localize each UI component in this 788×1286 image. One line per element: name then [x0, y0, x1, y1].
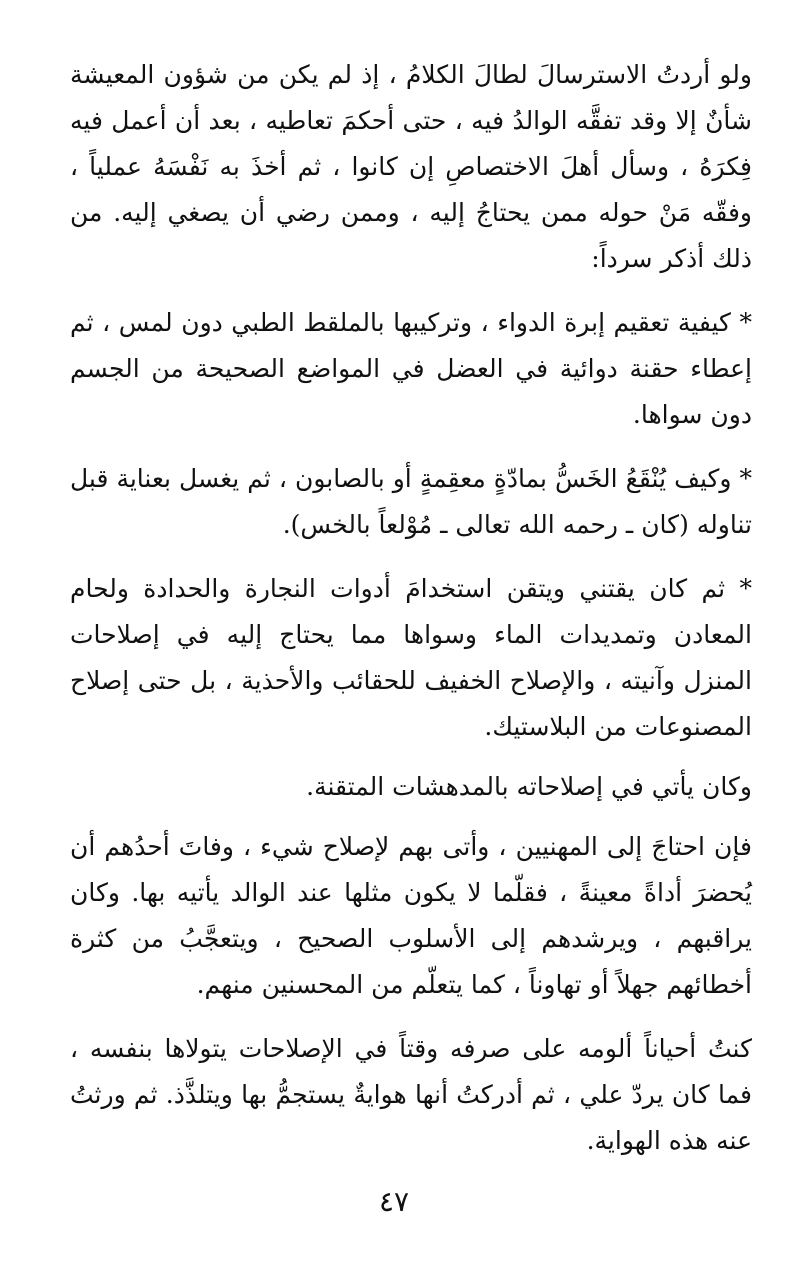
page-body: [70, 52, 752, 1164]
paragraph-tools: * ثم كان يقتني ويتقن استخدامَ أدوات النجارة والحدادة ولحام المعادن وتمديدات الماء وسواها مما يحتاج إليه في إصلاحات المنزل وآنيته ، والإصلاح الخفيف للحقائب والأحذية ، بل حتى إصلاح المصنوعات من البلاستيك.: [70, 574, 752, 741]
paragraph-repairs: وكان يأتي في إصلاحاته بالمدهشات المتقنة.: [306, 772, 752, 801]
paragraph-lettuce: * وكيف يُنْقَعُ الخَسُّ بمادّةٍ معقِمةٍ أو بالصابون ، ثم يغسل بعناية قبل تناوله (كان ـ رحمه الله تعالى ـ مُوْلعاً بالخس).: [70, 464, 752, 539]
paragraph-hobby: كنتُ أحياناً ألومه على صرفه وقتاً في الإصلاحات يتولاها بنفسه ، فما كان يردّ علي ، ثم أدركتُ أنها هوايةٌ يستجمُّ بها ويتلذَّذ. ثم ورثتُ عنه هذه الهواية.: [70, 1034, 752, 1155]
paragraph-injection: * كيفية تعقيم إبرة الدواء ، وتركيبها بالملقط الطبي دون لمس ، ثم إعطاء حقنة دوائية في العضل في المواضع الصحيحة من الجسم دون سواها.: [70, 308, 752, 429]
paragraph-intro: ولو أردتُ الاسترسالَ لطالَ الكلامُ ، إذ لم يكن من شؤون المعيشة شأنٌ إلا وقد تفقَّه الوالدُ فيه ، حتى أحكمَ تعاطيه ، بعد أن أعمل فيه فِكرَهُ ، وسأل أهلَ الاختصاصِ إن كانوا ، ثم أخذَ به نَفْسَهُ عملياً ، وفقّه مَنْ حوله ممن يحتاجُ إليه ، وممن رضي أن يصغي إليه. من ذلك أذكر سرداً:: [70, 60, 752, 273]
page-number: ٤٧: [378, 1185, 410, 1218]
paragraph-craftsmen: فإن احتاجَ إلى المهنيين ، وأتى بهم لإصلاح شيء ، وفاتَ أحدُهم أن يُحضرَ أداةً معينةً ، فقلّما لا يكون مثلها عند الوالد يأتيه بها. وكان يراقبهم ، ويرشدهم إلى الأسلوب الصحيح ، ويتعجَّبُ من كثرة أخطائهم جهلاً أو تهاوناً ، كما يتعلّم من المحسنين منهم.: [70, 832, 752, 999]
